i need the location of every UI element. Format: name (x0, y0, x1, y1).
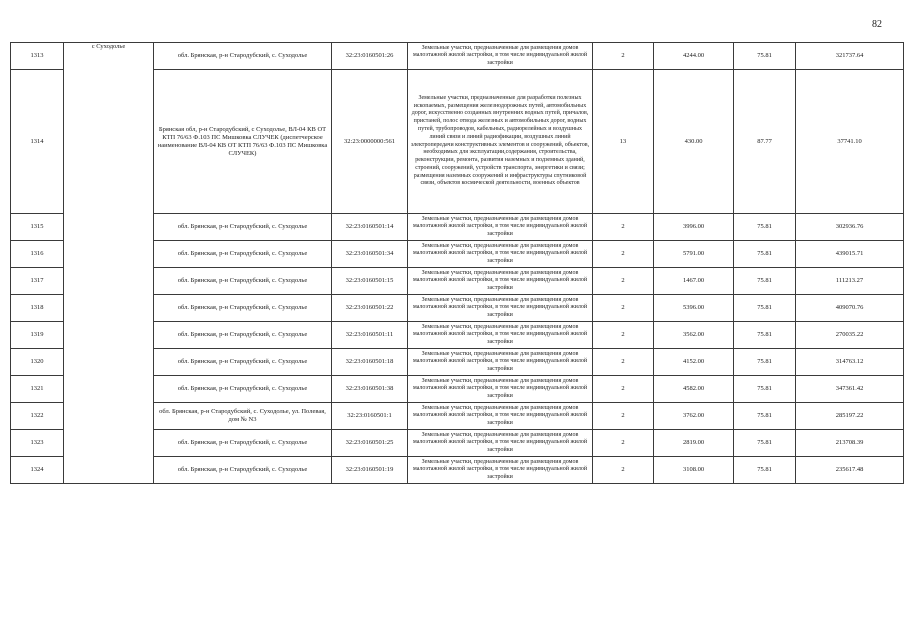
address-cell: обл. Брянская, р-н Стародубский, с. Суходолье (154, 43, 332, 70)
cadastral-number-cell: 32:23:0160501:19 (332, 457, 408, 484)
area-cell: 4582.00 (654, 376, 734, 403)
cadastral-value-cell: 439015.71 (796, 241, 904, 268)
row-number: 1315 (11, 214, 64, 241)
address-cell: Брянская обл, р-н Стародубский, с Суходолье, ВЛ-04 КВ ОТ КТП 76/63 Ф.103 ПС Мишковка СЛУЧЕК (диспетчерское наименование ВЛ-04 КВ ОТ КТП 76/63 Ф.103 ПС Мишковка СЛУЧЕК) (154, 70, 332, 214)
land-use-cell: Земельные участки, предназначенные для размещения домов малоэтажной жилой застройки, в том числе индивидуальной жилой застройки (408, 268, 593, 295)
rate-cell: 75.81 (734, 43, 796, 70)
area-cell: 2819.00 (654, 430, 734, 457)
area-cell: 3108.00 (654, 457, 734, 484)
cadastral-number-cell: 32:23:0160501:15 (332, 268, 408, 295)
land-use-cell: Земельные участки, предназначенные для размещения домов малоэтажной жилой застройки, в том числе индивидуальной жилой застройки (408, 457, 593, 484)
rate-cell: 75.81 (734, 430, 796, 457)
address-cell: обл. Брянская, р-н Стародубский, с. Суходолье (154, 322, 332, 349)
row-number: 1321 (11, 376, 64, 403)
row-number: 1318 (11, 295, 64, 322)
area-cell: 1467.00 (654, 268, 734, 295)
rate-cell: 75.81 (734, 214, 796, 241)
cadastral-value-cell: 235617.48 (796, 457, 904, 484)
cadastral-number-cell: 32:23:0160501:34 (332, 241, 408, 268)
land-use-cell: Земельные участки, предназначенные для размещения домов малоэтажной жилой застройки, в том числе индивидуальной жилой застройки (408, 430, 593, 457)
use-code-cell: 2 (593, 430, 654, 457)
address-cell: обл. Брянская, р-н Стародубский, с. Суходолье (154, 376, 332, 403)
land-use-cell: Земельные участки, предназначенные для разработки полезных ископаемых, размещения железнодорожных путей, автомобильных дорог, искусственно созданных внутренних водных путей, причалов, пристаней, полос отвода железных и автомобильных дорог, водных путей, трубопроводов, кабельных, радиорелейных и воздушных линий связи и линий радиофикации, воздушных линий электропередачи конструктивных элементов и сооружений, объектов, необходимых для эксплуатации,содержания, строительства, реконструкции, ремонта, развития наземных и подземных зданий, строений, сооружений, устройств транспорта, энергетики и связи; размещения наземных сооружений и инфраструктуры спутниковой связи, объектов космической деятельности, военных объектов (408, 70, 593, 214)
row-number: 1324 (11, 457, 64, 484)
page-number: 82 (872, 19, 882, 30)
land-use-cell: Земельные участки, предназначенные для размещения домов малоэтажной жилой застройки, в том числе индивидуальной жилой застройки (408, 295, 593, 322)
cadastral-number-cell: 32:23:0160501:11 (332, 322, 408, 349)
address-cell: обл. Брянская, р-н Стародубский, с. Суходолье (154, 268, 332, 295)
use-code-cell: 2 (593, 376, 654, 403)
table-row (11, 43, 904, 70)
row-number: 1316 (11, 241, 64, 268)
use-code-cell: 2 (593, 349, 654, 376)
row-number: 1320 (11, 349, 64, 376)
land-use-cell: Земельные участки, предназначенные для размещения домов малоэтажной жилой застройки, в том числе индивидуальной жилой застройки (408, 43, 593, 70)
cadastral-value-cell: 213708.39 (796, 430, 904, 457)
address-cell: обл. Брянская, р-н Стародубский, с. Суходолье (154, 241, 332, 268)
area-cell: 430.00 (654, 70, 734, 214)
address-cell: обл. Брянская, р-н Стародубский, с. Суходолье (154, 457, 332, 484)
use-code-cell: 2 (593, 457, 654, 484)
cadastral-value-cell: 111213.27 (796, 268, 904, 295)
cadastral-value-cell: 409070.76 (796, 295, 904, 322)
use-code-cell: 2 (593, 43, 654, 70)
use-code-cell: 2 (593, 322, 654, 349)
cadastral-number-cell: 32:23:0160501:38 (332, 376, 408, 403)
area-cell: 3562.00 (654, 322, 734, 349)
cadastral-number-cell: 32:23:0000000:561 (332, 70, 408, 214)
rate-cell: 75.81 (734, 403, 796, 430)
land-use-cell: Земельные участки, предназначенные для размещения домов малоэтажной жилой застройки, в том числе индивидуальной жилой застройки (408, 322, 593, 349)
rate-cell: 75.81 (734, 268, 796, 295)
row-number: 1317 (11, 268, 64, 295)
land-use-cell: Земельные участки, предназначенные для размещения домов малоэтажной жилой застройки, в том числе индивидуальной жилой застройки (408, 349, 593, 376)
rate-cell: 75.81 (734, 349, 796, 376)
use-code-cell: 13 (593, 70, 654, 214)
address-cell: обл. Брянская, р-н Стародубский, с. Суходолье (154, 295, 332, 322)
rate-cell: 75.81 (734, 295, 796, 322)
land-use-cell: Земельные участки, предназначенные для размещения домов малоэтажной жилой застройки, в том числе индивидуальной жилой застройки (408, 241, 593, 268)
cadastral-value-cell: 37741.10 (796, 70, 904, 214)
land-use-cell: Земельные участки, предназначенные для размещения домов малоэтажной жилой застройки, в том числе индивидуальной жилой застройки (408, 214, 593, 241)
cadastral-value-cell: 302936.76 (796, 214, 904, 241)
cadastral-value-cell: 270035.22 (796, 322, 904, 349)
area-cell: 3996.00 (654, 214, 734, 241)
cadastral-value-cell: 314763.12 (796, 349, 904, 376)
row-number: 1319 (11, 322, 64, 349)
cadastral-value-cell: 347361.42 (796, 376, 904, 403)
locality-cell: с Суходолье (64, 43, 154, 484)
address-cell: обл. Брянская, р-н Стародубский, с. Суходолье (154, 349, 332, 376)
use-code-cell: 2 (593, 403, 654, 430)
cadastral-number-cell: 32:23:0160501:18 (332, 349, 408, 376)
cadastral-number-cell: 32:23:0160501:14 (332, 214, 408, 241)
area-cell: 5396.00 (654, 295, 734, 322)
cadastral-number-cell: 32:23:0160501:25 (332, 430, 408, 457)
area-cell: 4244.00 (654, 43, 734, 70)
use-code-cell: 2 (593, 268, 654, 295)
land-use-cell: Земельные участки, предназначенные для размещения домов малоэтажной жилой застройки, в том числе индивидуальной жилой застройки (408, 403, 593, 430)
area-cell: 5791.00 (654, 241, 734, 268)
address-cell: обл. Брянская, р-н Стародубский, с. Суходолье (154, 214, 332, 241)
rate-cell: 75.81 (734, 457, 796, 484)
row-number: 1323 (11, 430, 64, 457)
use-code-cell: 2 (593, 295, 654, 322)
rate-cell: 75.81 (734, 376, 796, 403)
address-cell: обл. Брянская, р-н Стародубский, с. Суходолье (154, 430, 332, 457)
cadastral-value-cell: 285197.22 (796, 403, 904, 430)
rate-cell: 75.81 (734, 241, 796, 268)
address-cell: обл. Брянская, р-н Стародубский, с. Суходолье, ул. Полевая, дом № N3 (154, 403, 332, 430)
cadastral-number-cell: 32:23:0160501:1 (332, 403, 408, 430)
row-number: 1314 (11, 70, 64, 214)
cadastral-number-cell: 32:23:0160501:22 (332, 295, 408, 322)
rate-cell: 75.81 (734, 322, 796, 349)
cadastral-value-table (10, 42, 904, 484)
row-number: 1322 (11, 403, 64, 430)
use-code-cell: 2 (593, 214, 654, 241)
use-code-cell: 2 (593, 241, 654, 268)
area-cell: 4152.00 (654, 349, 734, 376)
rate-cell: 87.77 (734, 70, 796, 214)
cadastral-value-cell: 321737.64 (796, 43, 904, 70)
row-number: 1313 (11, 43, 64, 70)
area-cell: 3762.00 (654, 403, 734, 430)
cadastral-number-cell: 32:23:0160501:26 (332, 43, 408, 70)
land-use-cell: Земельные участки, предназначенные для размещения домов малоэтажной жилой застройки, в том числе индивидуальной жилой застройки (408, 376, 593, 403)
